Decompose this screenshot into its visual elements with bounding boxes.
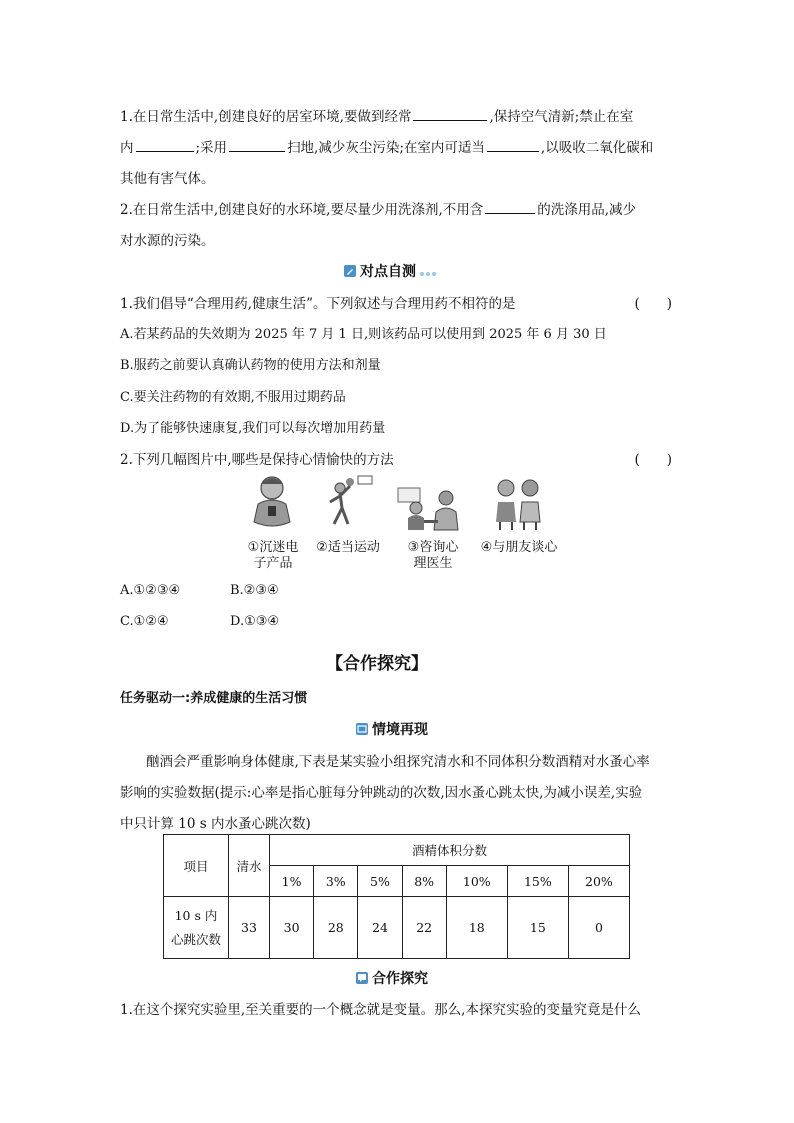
row-label: 10 s 内 心跳次数 <box>164 897 229 959</box>
concentration-cell: 15% <box>507 866 568 897</box>
caption-text: ②适当运动 <box>316 540 380 555</box>
self-test-title <box>344 261 438 281</box>
boy-with-phone-figure <box>246 474 298 532</box>
figure-caption-1 <box>240 540 306 572</box>
heartbeat-value: 30 <box>270 897 314 959</box>
scene-title-text: 情境再现 <box>372 722 428 738</box>
option-c[interactable]: C.①②④ <box>120 614 169 629</box>
header-item: 项目 <box>164 835 229 897</box>
scene-title <box>356 719 428 739</box>
scene-paragraph-line1: 酗酒会严重影响身体健康,下表是某实验小组探究清水和不同体积分数酒精对水蚤心率 <box>146 754 650 770</box>
fill-q1-line2 <box>120 136 653 156</box>
counseling-scene-figure <box>396 484 464 532</box>
concentration-cell: 8% <box>402 866 446 897</box>
heartbeat-value: 24 <box>358 897 402 959</box>
option-d[interactable]: D.为了能够快速康复,我们可以每次增加用药量 <box>120 421 386 436</box>
caption-text: ④与朋友谈心 <box>480 540 558 555</box>
fill-q1-text-e: 扫地,减少灰尘污染;在室内可适当 <box>287 140 485 156</box>
heartbeat-value: 15 <box>507 897 568 959</box>
decorative-dots-icon <box>420 264 438 280</box>
heartbeat-value: 18 <box>446 897 507 959</box>
fill-q1-text-f: ,以吸收二氧化碳和 <box>540 140 654 156</box>
option-d[interactable]: D.①③④ <box>230 614 280 629</box>
answer-blank[interactable] <box>485 199 535 214</box>
self-test-q1-stem: 1.我们倡导“合理用药,健康生活”。下列叙述与合理用药不相符的是 <box>120 296 516 312</box>
answer-blank[interactable] <box>487 137 539 152</box>
option-a[interactable]: A.若某药品的失效期为 2025 年 7 月 1 日,则该药品可以使用到 2025 年 6 月 30 日 <box>120 327 607 342</box>
option-c[interactable]: C.要关注药物的有效期,不服用过期药品 <box>120 390 346 405</box>
heartbeat-value: 28 <box>314 897 358 959</box>
fill-q2-line1 <box>120 198 636 218</box>
option-a[interactable]: A.①②③④ <box>120 583 181 598</box>
figure-caption-2 <box>312 540 384 556</box>
caption-text: ③咨询心 理医生 <box>407 540 459 571</box>
caption-text: ①沉迷电 子产品 <box>247 540 299 571</box>
self-test-q2-stem: 2.下列几幅图片中,哪些是保持心情愉快的方法 <box>120 452 394 468</box>
basketball-player-figure <box>320 474 374 532</box>
figure-caption-3 <box>400 540 466 572</box>
fill-q1-line1 <box>120 105 633 125</box>
fill-q2-text-a: 2.在日常生活中,创建良好的水环境,要尽量少用洗涤剂,不用含 <box>120 202 484 218</box>
figure-caption-4 <box>478 540 560 556</box>
scene-paragraph-line2: 影响的实验数据(提示:心率是指心脏每分钟跳动的次数,因水蚤心跳太快,为减小误差,实验 <box>120 785 643 801</box>
water-value: 33 <box>229 897 270 959</box>
fill-q2-line2: 对水源的污染。 <box>120 233 215 249</box>
answer-paren[interactable]: ( ) <box>634 296 672 312</box>
scene-icon <box>356 723 368 735</box>
fill-q2-text-b: 的洗涤用品,减少 <box>537 202 637 218</box>
header-water: 清水 <box>229 835 270 897</box>
fill-q1-text-d: ;采用 <box>195 140 228 156</box>
coop-heading: 【合作探究】 <box>326 654 428 674</box>
pencil-icon <box>344 265 356 277</box>
explore-title <box>356 968 428 988</box>
discussion-icon <box>356 972 368 984</box>
option-b[interactable]: B.②③④ <box>230 583 279 598</box>
friends-talking-figure <box>490 476 546 532</box>
experiment-data-table <box>163 834 630 959</box>
answer-blank[interactable] <box>413 106 487 121</box>
explore-title-text: 合作探究 <box>372 971 428 987</box>
explore-q1: 1.在这个探究实验里,至关重要的一个概念就是变量。那么,本探究实验的变量究竟是什么 <box>120 1002 641 1018</box>
concentration-cell: 10% <box>446 866 507 897</box>
concentration-cell: 20% <box>568 866 629 897</box>
self-test-title-text: 对点自测 <box>360 264 416 280</box>
heartbeat-value: 22 <box>402 897 446 959</box>
fill-q1-line3: 其他有害气体。 <box>120 171 215 187</box>
option-b[interactable]: B.服药之前要认真确认药物的使用方法和剂量 <box>120 358 381 373</box>
answer-blank[interactable] <box>136 137 194 152</box>
header-alcohol: 酒精体积分数 <box>270 835 630 866</box>
scene-paragraph-line3: 中只计算 10 s 内水蚤心跳次数) <box>120 816 311 832</box>
fill-q1-text-a: 1.在日常生活中,创建良好的居室环境,要做到经常 <box>120 109 412 125</box>
concentration-cell: 5% <box>358 866 402 897</box>
heartbeat-value: 0 <box>568 897 629 959</box>
fill-q1-text-b: ,保持空气清新;禁止在室 <box>489 109 634 125</box>
task-title: 任务驱动一:养成健康的生活习惯 <box>120 691 308 706</box>
concentration-cell: 1% <box>270 866 314 897</box>
concentration-cell: 3% <box>314 866 358 897</box>
answer-blank[interactable] <box>229 137 285 152</box>
fill-q1-text-c: 内 <box>120 140 134 156</box>
answer-paren[interactable]: ( ) <box>634 452 672 468</box>
